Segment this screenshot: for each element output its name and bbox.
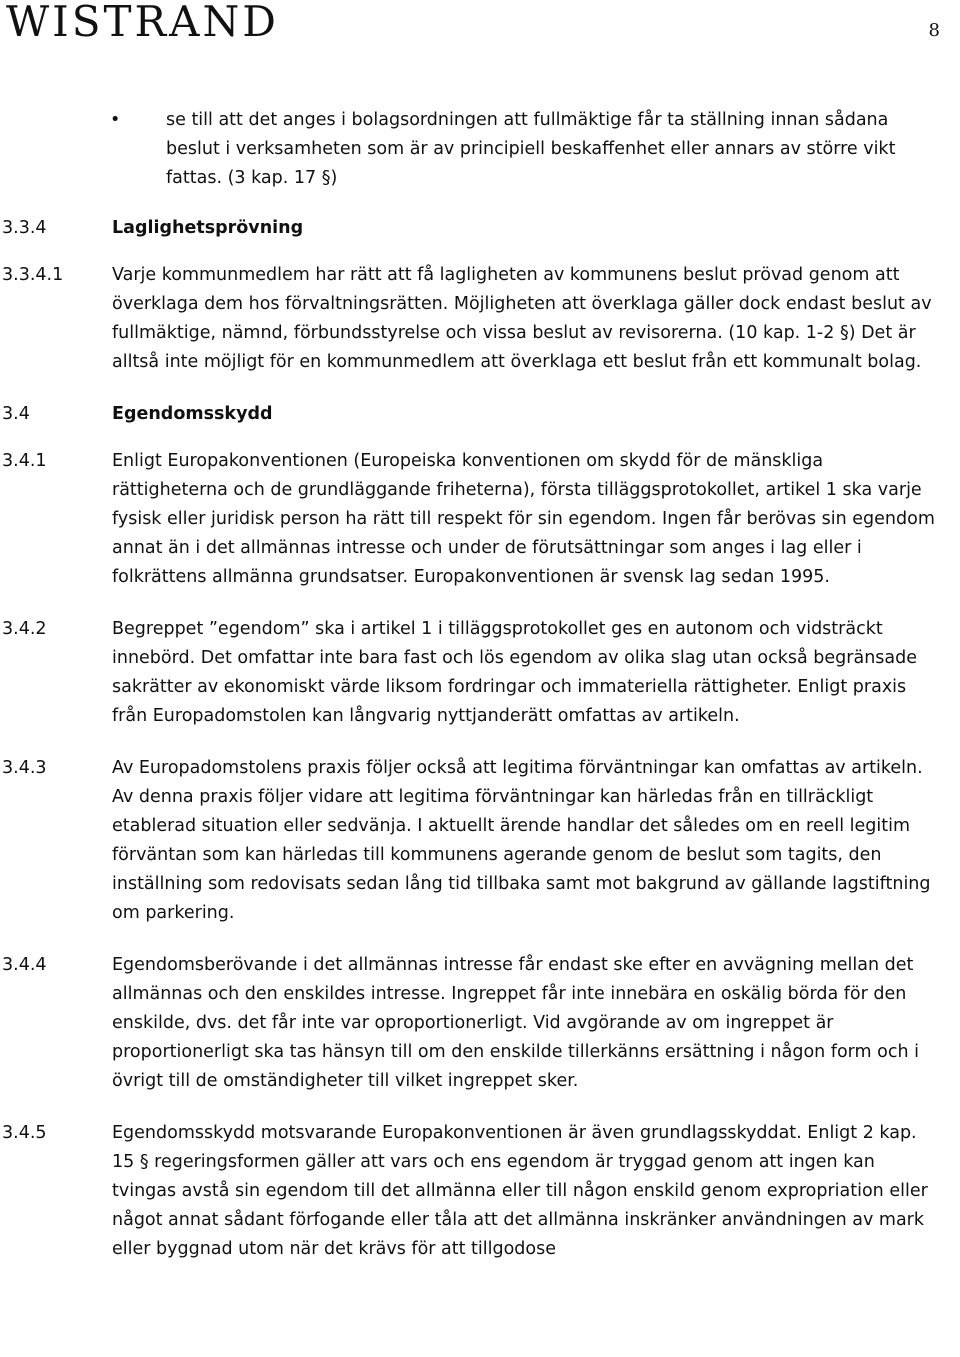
paragraph-text: Varje kommunmedlem har rätt att få lagligheten av kommunens beslut prövad genom att överklaga dem hos förvaltningsrätten. Möjligheten att överklaga gäller dock endast beslut av fullmäktige, nämnd, förbundsstyrelse och vissa beslut av revisorerna. (10 kap. 1-2 §) Det är alltså inte möjligt för en kommunmedlem att överklaga ett beslut från ett kommunalt bolag. xyxy=(112,265,932,372)
paragraph-number: 3.4.3 xyxy=(2,758,47,778)
paragraph-text: Egendomsskydd motsvarande Europakonventionen är även grundlagsskyddat. Enligt 2 kap. 15 § regeringsformen gäller att vars och ens egendom är tryggad genom att ingen kan tvingas avstå sin egendom till det allmänna eller till någon enskild genom expropriation eller något annat sådant förfogande eller tåla att det allmänna inskränker användningen av mark eller byggnad utom när det krävs för att tillgodose xyxy=(112,1123,928,1259)
paragraph-3-3-4-1 xyxy=(0,261,960,377)
paragraph-number: 3.3.4.1 xyxy=(2,265,64,285)
paragraph-3-4-4 xyxy=(0,951,960,1096)
section-heading-3-4 xyxy=(0,400,960,429)
paragraph-3-4-3 xyxy=(0,754,960,928)
bullet-icon: • xyxy=(110,110,121,130)
paragraph-3-4-1 xyxy=(0,447,960,592)
bullet-item xyxy=(0,106,960,193)
paragraph-number: 3.4.2 xyxy=(2,619,47,639)
paragraph-3-4-5 xyxy=(0,1119,960,1264)
document-body xyxy=(0,106,960,1287)
section-number: 3.4 xyxy=(2,404,30,424)
paragraph-text: Begreppet ”egendom” ska i artikel 1 i tilläggsprotokollet ges en autonom och vidsträckt innebörd. Det omfattar inte bara fast och lös egendom av olika slag utan också begränsade sakrätter av ekonomiskt värde liksom fordringar och immateriella rättigheter. Enligt praxis från Europadomstolen kan långvarig nyttjanderätt omfattas av artikeln. xyxy=(112,619,917,726)
section-title: Laglighetsprövning xyxy=(112,218,304,238)
section-heading-3-3-4 xyxy=(0,214,960,243)
company-logo: WISTRAND xyxy=(6,0,279,46)
bullet-text: se till att det anges i bolagsordningen att fullmäktige får ta ställning innan sådana beslut i verksamheten som är av principiell beskaffenhet eller annars av större vikt fattas. (3 kap. 17 §) xyxy=(166,110,896,188)
paragraph-text: Egendomsberövande i det allmännas intresse får endast ske efter en avvägning mellan det allmännas och den enskildes intresse. Ingreppet får inte innebära en oskälig börda för den enskilde, dvs. det får inte var oproportionerligt. Vid avgörande av om ingreppet är proportionerligt ska tas hänsyn till om den enskilde tillerkänns ersättning i någon form och i övrigt till de omständigheter till vilket ingreppet sker. xyxy=(112,955,920,1091)
section-title: Egendomsskydd xyxy=(112,404,273,424)
section-number: 3.3.4 xyxy=(2,218,47,238)
paragraph-text: Enligt Europakonventionen (Europeiska konventionen om skydd för de mänskliga rättigheterna och de grundläggande friheterna), första tilläggsprotokollet, artikel 1 ska varje fysisk eller juridisk person ha rätt till respekt för sin egendom. Ingen får berövas sin egendom annat än i det allmännas intresse och under de förutsättningar som anges i lag eller i folkrättens allmänna grundsatser. Europakonventionen är svensk lag sedan 1995. xyxy=(112,451,935,587)
paragraph-number: 3.4.1 xyxy=(2,451,47,471)
paragraph-number: 3.4.4 xyxy=(2,955,47,975)
page-number: 8 xyxy=(928,20,940,41)
paragraph-text: Av Europadomstolens praxis följer också att legitima förväntningar kan omfattas av artikeln. Av denna praxis följer vidare att legitima förväntningar kan härledas från en tillräckligt etablerad situation eller sedvänja. I aktuellt ärende handlar det således om en reell legitim förväntan som kan härledas till kommunens agerande genom de beslut som tagits, den inställning som redovisats sedan lång tid tillbaka samt mot bakgrund av gällande lagstiftning om parkering. xyxy=(112,758,931,923)
paragraph-3-4-2 xyxy=(0,615,960,731)
paragraph-number: 3.4.5 xyxy=(2,1123,47,1143)
